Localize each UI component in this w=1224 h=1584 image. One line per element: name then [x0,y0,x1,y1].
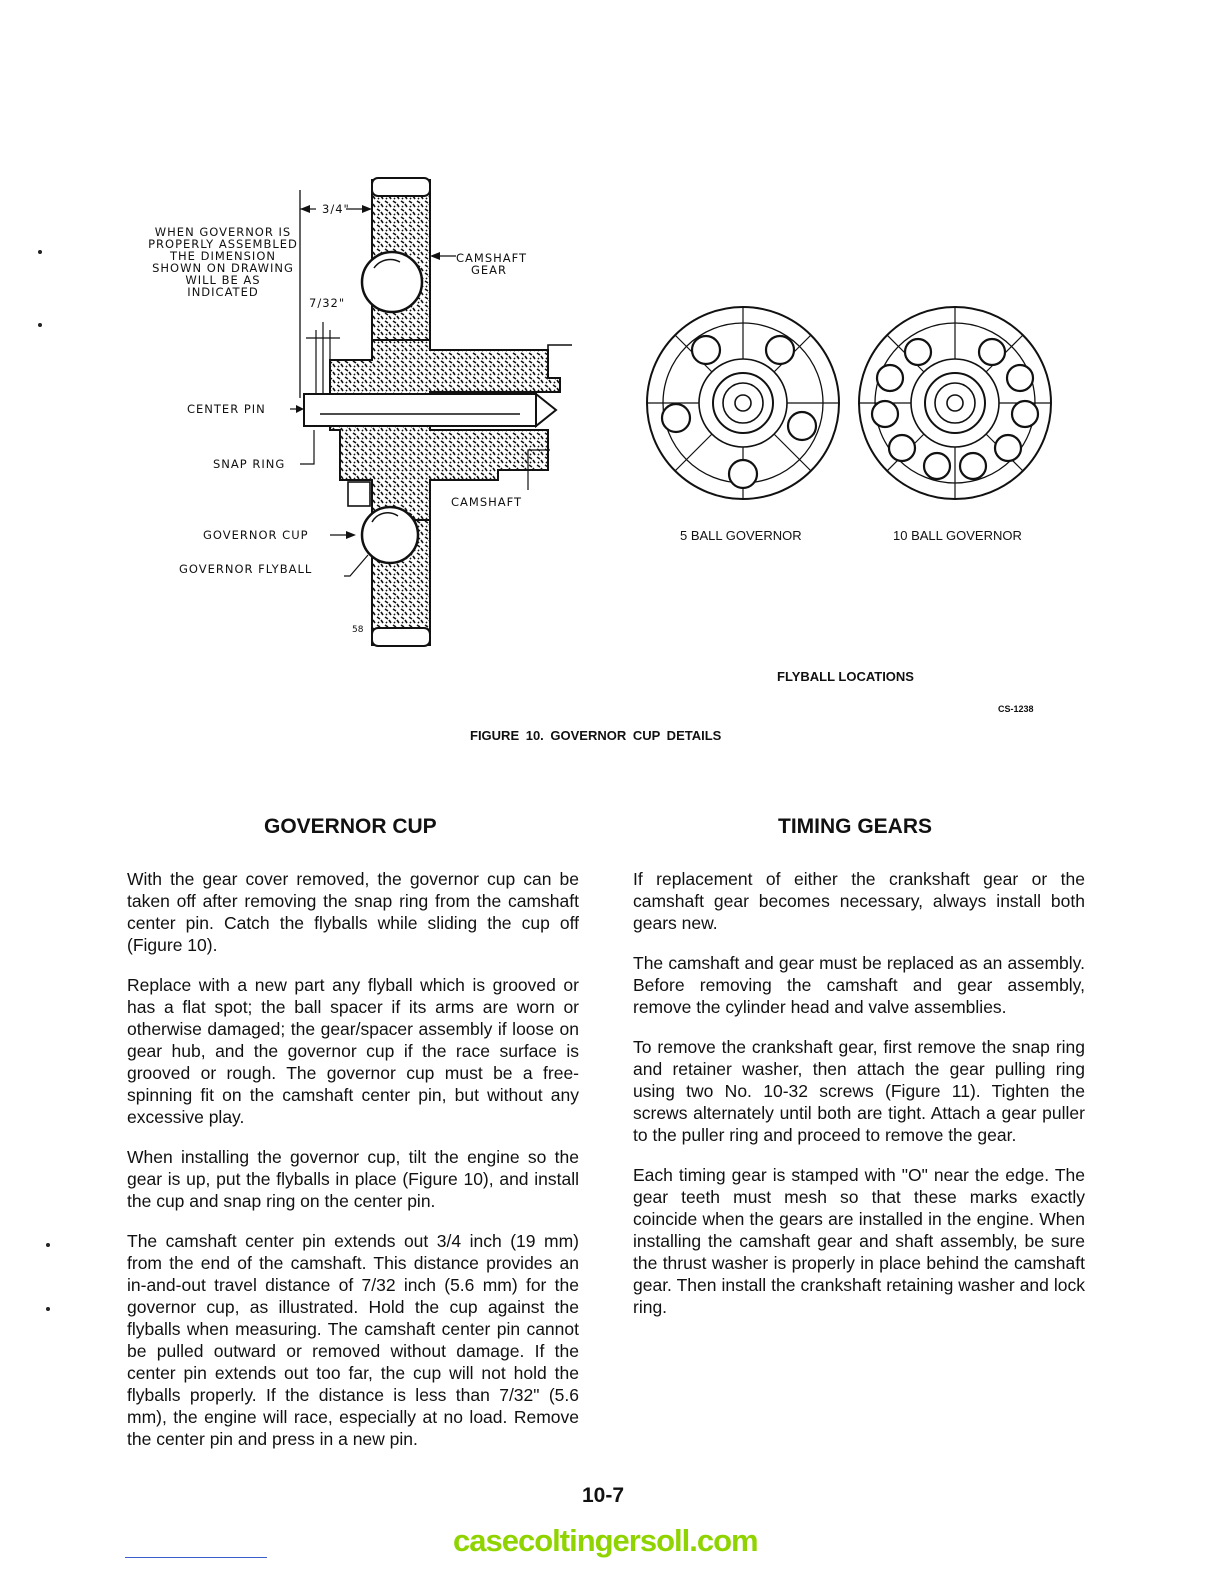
drawing-number: 58 [352,625,364,635]
five-ball-governor-label: 5 BALL GOVERNOR [680,528,802,543]
five-ball-governor-drawing [647,307,839,499]
dim-three-quarter: 3/4" [322,202,350,216]
timing-gears-section [633,868,1085,1336]
figure-caption: FIGURE 10. GOVERNOR CUP DETAILS [470,728,722,743]
ten-ball-governor-drawing [859,307,1051,499]
paragraph: The camshaft and gear must be replaced as an assembly. Before removing the camshaft and gear assembly, remove the cylinder head and valve assemblies. [633,953,1085,1017]
paragraph: When installing the governor cup, tilt the engine so the gear is up, put the flyballs in place (Figure 10), and install the cup and snap ring on the center pin. [127,1147,579,1211]
scan-mark [46,1307,50,1311]
paragraph: Replace with a new part any flyball which is grooved or has a flat spot; the ball spacer if its arms are worn or otherwise damaged; the gear/spacer assembly if loose on gear hub, and the governor cup if the race surface is grooved or rough. The governor cup must be a free-spinning fit on the camshaft center pin, but without any excessive play. [127,975,579,1127]
watermark-link[interactable]: casecoltingersoll.com [453,1523,758,1558]
paragraph: The camshaft center pin extends out 3/4 inch (19 mm) from the end of the camshaft. This distance provides an in-and-out travel distance of 7/32 inch (5.6 mm) for the governor cup, as illustrated. Hold the cup against the flyballs when measuring. The camshaft center pin cannot be pulled outward or removed without damage. If the center pin extends out too far, the cup will not hold the flyballs properly. If the distance is less than 7/32" (5.6 mm), the engine will race, especially at no load. Remove the center pin and press in a new pin. [127,1231,579,1449]
paragraph: With the gear cover removed, the governor cup can be taken off after removing the snap ring from the camshaft center pin. Catch the flyballs while sliding the cup off (Figure 10). [127,869,579,955]
dim-seven-32: 7/32" [309,296,346,310]
timing-gears-heading: TIMING GEARS [778,815,933,838]
flyball-governor-diagrams [640,300,1060,510]
label-center-pin: CENTER PIN [187,402,266,416]
governor-cup-section [127,868,579,1468]
page-number: 10-7 [582,1484,625,1507]
label-governor-cup: GOVERNOR CUP [203,528,309,542]
figure-code: CS-1238 [998,704,1034,714]
flyball-locations-title: FLYBALL LOCATIONS [777,669,914,684]
paragraph: Each timing gear is stamped with "O" near the edge. The gear teeth must mesh so that these marks exactly coincide when the gears are installed in the engine. When installing the camshaft gear and shaft assembly, be sure the thrust washer is properly in place behind the camshaft gear. Then install the crankshaft retaining washer and lock ring. [633,1165,1085,1317]
label-camshaft-gear: CAMSHAFT GEAR [456,251,528,277]
governor-cup-heading: GOVERNOR CUP [264,815,437,838]
footer-rule [125,1557,267,1558]
label-governor-flyball: GOVERNOR FLYBALL [179,562,313,576]
scan-mark [46,1243,50,1247]
governor-cross-section [0,0,600,660]
assembly-note: WHEN GOVERNOR IS PROPERLY ASSEMBLED THE DIMENSION SHOWN ON DRAWING WILL BE AS INDICATED [148,225,298,299]
scan-mark [38,250,42,254]
label-camshaft: CAMSHAFT [451,495,523,509]
paragraph: To remove the crankshaft gear, first remove the snap ring and retainer washer, then attach the gear pulling ring using two No. 10-32 screws (Figure 11). Tighten the screws alternately until both are tight. Attach a gear puller to the puller ring and proceed to remove the gear. [633,1037,1085,1145]
paragraph: If replacement of either the crankshaft gear or the camshaft gear becomes necessary, always install both gears new. [633,869,1085,933]
label-snap-ring: SNAP RING [213,457,286,471]
ten-ball-governor-label: 10 BALL GOVERNOR [893,528,1022,543]
scan-mark [38,323,42,327]
